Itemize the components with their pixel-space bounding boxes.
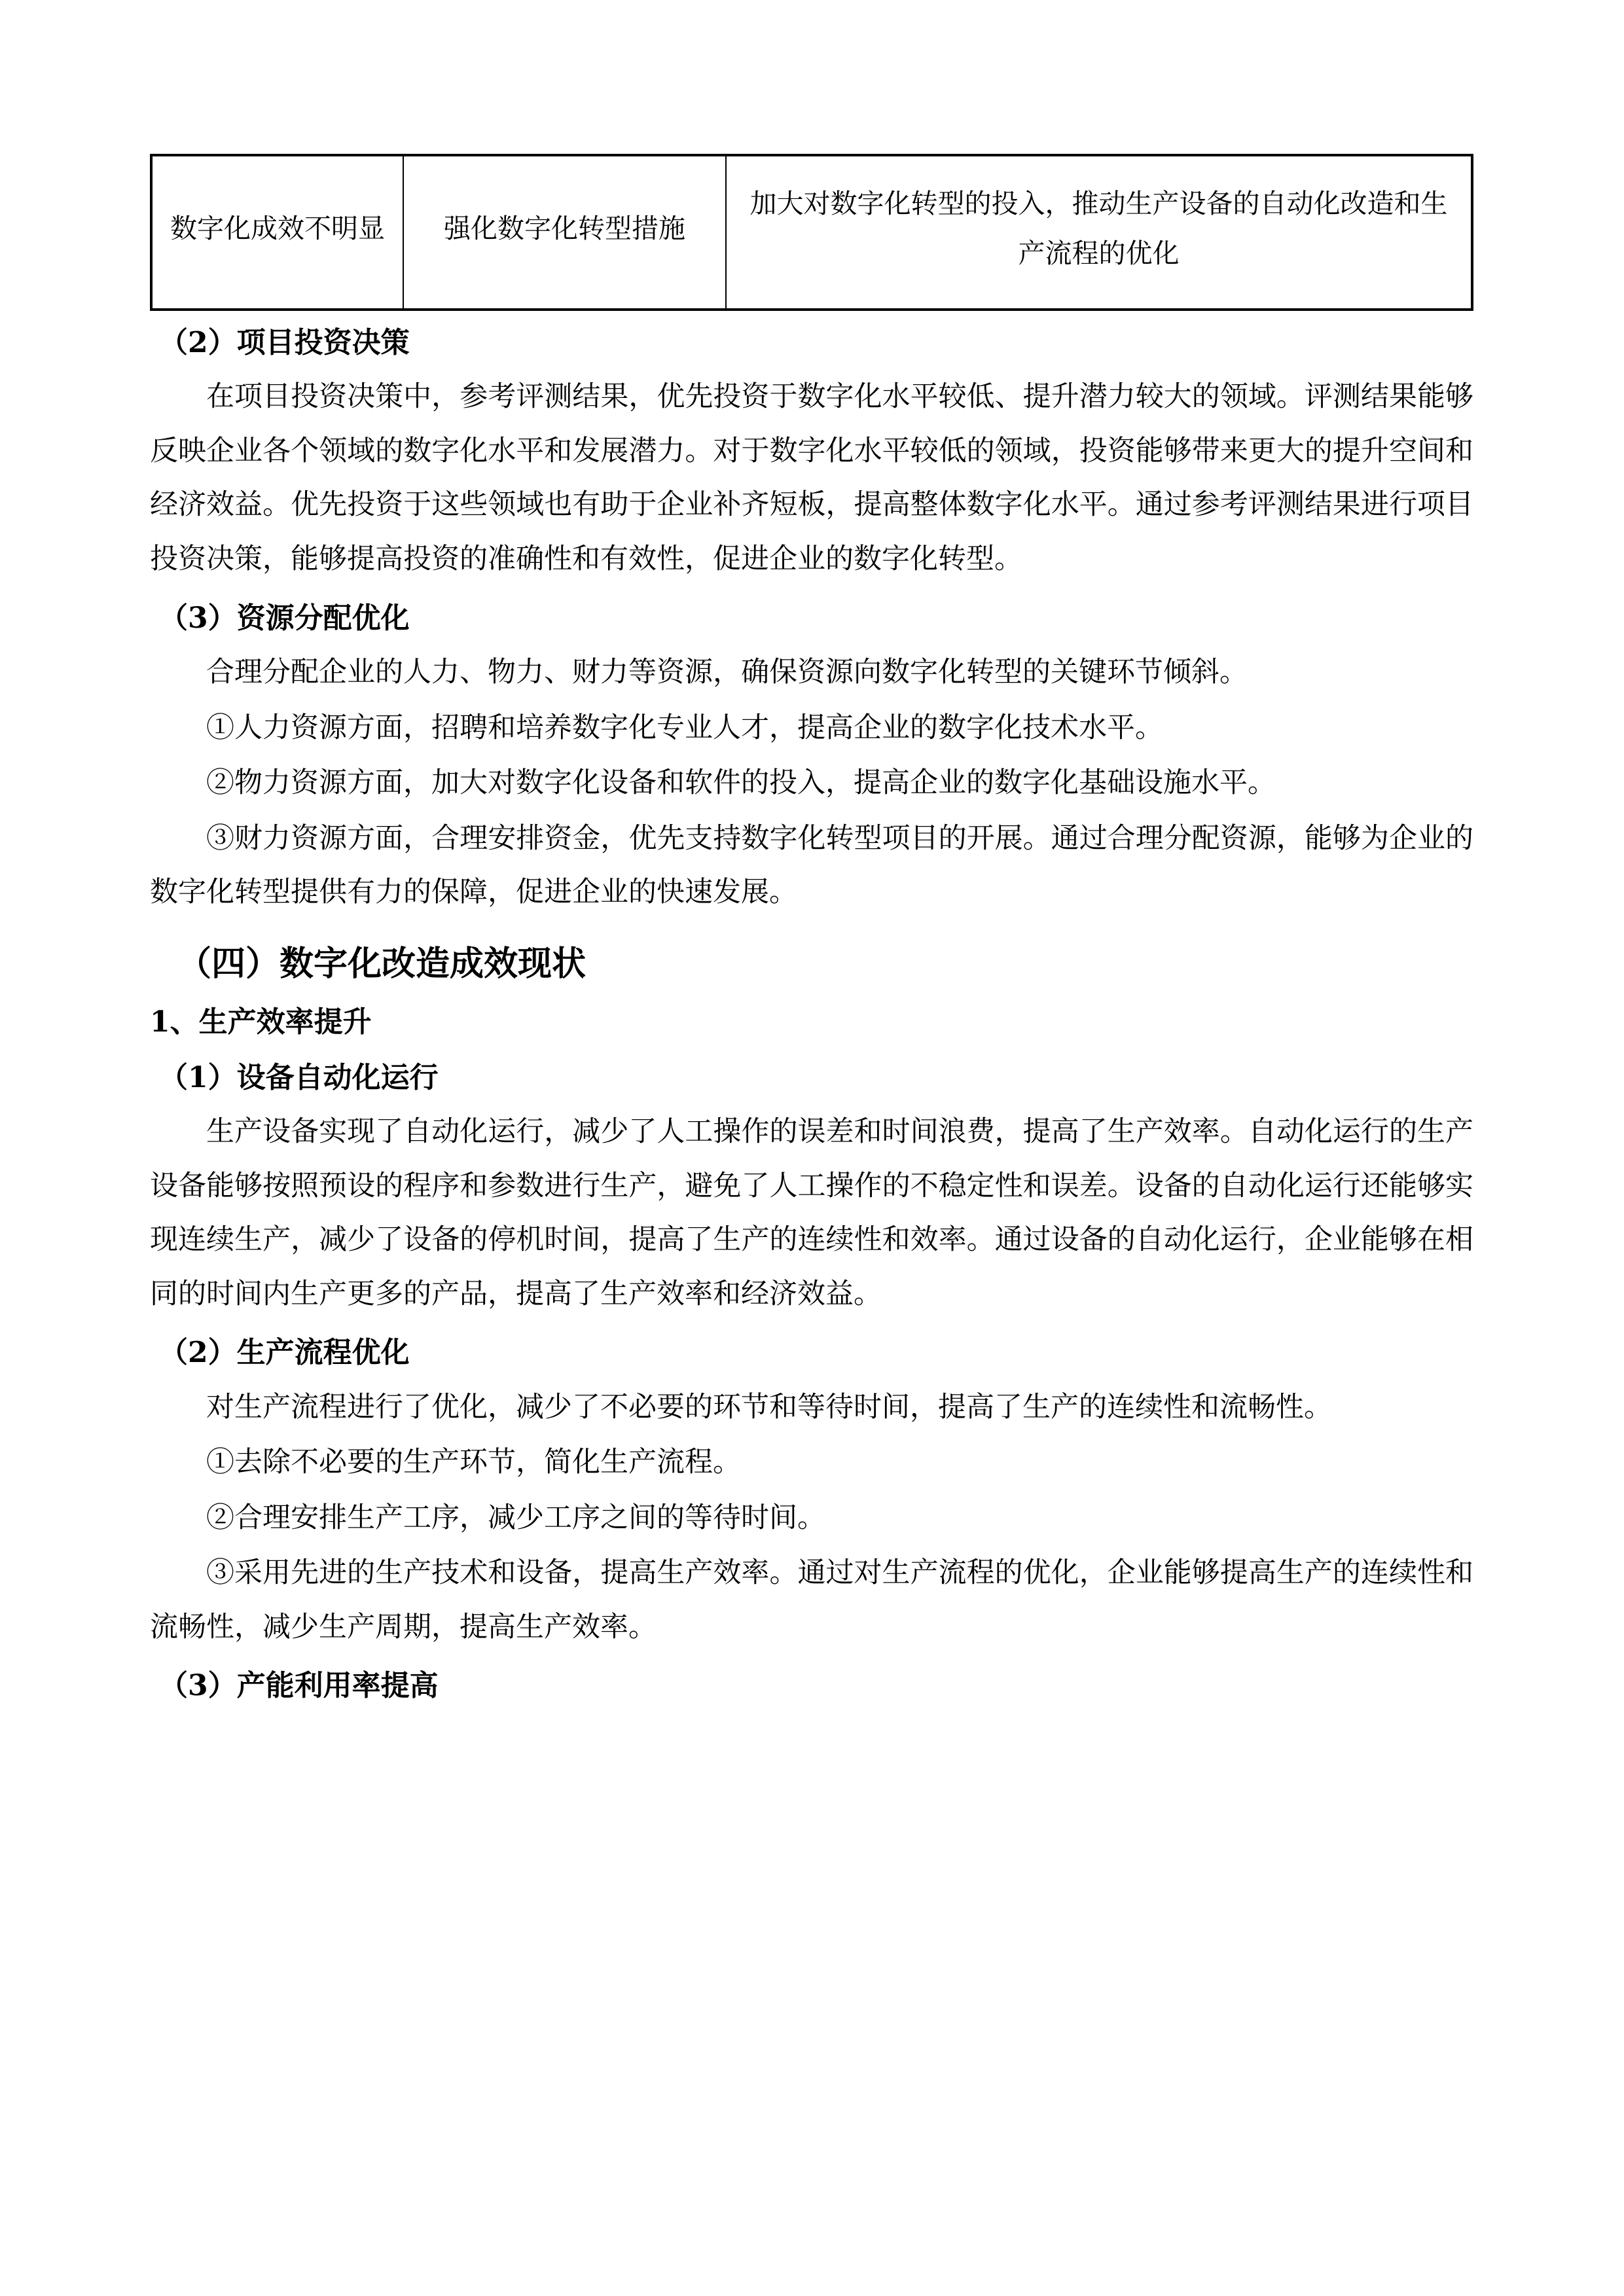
list-item-advanced-technology: ③采用先进的生产技术和设备，提高生产效率。通过对生产流程的优化，企业能够提高生产的连续性和流畅性，减少生产周期，提高生产效率。 xyxy=(150,1556,1473,1643)
heading-capacity-utilization-improvement: （3）产能利用率提高 xyxy=(159,1669,439,1703)
table-cell-measure: 强化数字化转型措施 xyxy=(403,155,726,310)
table-row xyxy=(151,155,1472,310)
page-content xyxy=(150,154,1473,1713)
list-item-human-resources: ①人力资源方面，招聘和培养数字化专业人才，提高企业的数字化技术水平。 xyxy=(206,711,1163,744)
heading-resource-allocation-optimization: （3）资源分配优化 xyxy=(159,601,410,635)
list-item-arrange-processes: ②合理安排生产工序，减少工序之间的等待时间。 xyxy=(206,1501,825,1534)
paragraph-resource-allocation-intro: 合理分配企业的人力、物力、财力等资源，确保资源向数字化转型的关键环节倾斜。 xyxy=(206,655,1248,689)
heading-digital-transformation-results-status: （四）数字化改造成效现状 xyxy=(177,943,586,984)
heading-equipment-automation: （1）设备自动化运行 xyxy=(159,1060,439,1094)
heading-production-process-optimization: （2）生产流程优化 xyxy=(159,1336,410,1370)
heading-production-efficiency-improvement: 1、生产效率提升 xyxy=(150,1005,372,1039)
list-item-financial-resources: ③财力资源方面，合理安排资金，优先支持数字化转型项目的开展。通过合理分配资源，能够为企业的数字化转型提供有力的保障，促进企业的快速发展。 xyxy=(150,821,1473,909)
heading-project-investment-decision: （2）项目投资决策 xyxy=(159,326,410,359)
measures-table xyxy=(150,154,1473,311)
paragraph-project-investment-decision: 在项目投资决策中，参考评测结果，优先投资于数字化水平较低、提升潜力较大的领域。评测结果能够反映企业各个领域的数字化水平和发展潜力。对于数字化水平较低的领域，投资能够带来更大的提升空间和经济效益。优先投资于这些领域也有助于企业补齐短板，提高整体数字化水平。通过参考评测结果进行项目投资决策，能够提高投资的准确性和有效性，促进企业的数字化转型。 xyxy=(150,380,1473,576)
table-body xyxy=(151,155,1472,310)
paragraph-production-process-optimization: 对生产流程进行了优化，减少了不必要的环节和等待时间，提高了生产的连续性和流畅性。 xyxy=(206,1390,1332,1424)
list-item-material-resources: ②物力资源方面，加大对数字化设备和软件的投入，提高企业的数字化基础设施水平。 xyxy=(206,766,1276,800)
table-cell-detail: 加大对数字化转型的投入，推动生产设备的自动化改造和生产流程的优化 xyxy=(726,155,1472,310)
list-item-remove-unnecessary-steps: ①去除不必要的生产环节，简化生产流程。 xyxy=(206,1446,741,1479)
table-cell-issue: 数字化成效不明显 xyxy=(151,155,403,310)
paragraph-equipment-automation: 生产设备实现了自动化运行，减少了人工操作的误差和时间浪费，提高了生产效率。自动化运行的生产设备能够按照预设的程序和参数进行生产，避免了人工操作的不稳定性和误差。设备的自动化运行还能够实现连续生产，减少了设备的停机时间，提高了生产的连续性和效率。通过设备的自动化运行，企业能够在相同的时间内生产更多的产品，提高了生产效率和经济效益。 xyxy=(150,1115,1473,1310)
